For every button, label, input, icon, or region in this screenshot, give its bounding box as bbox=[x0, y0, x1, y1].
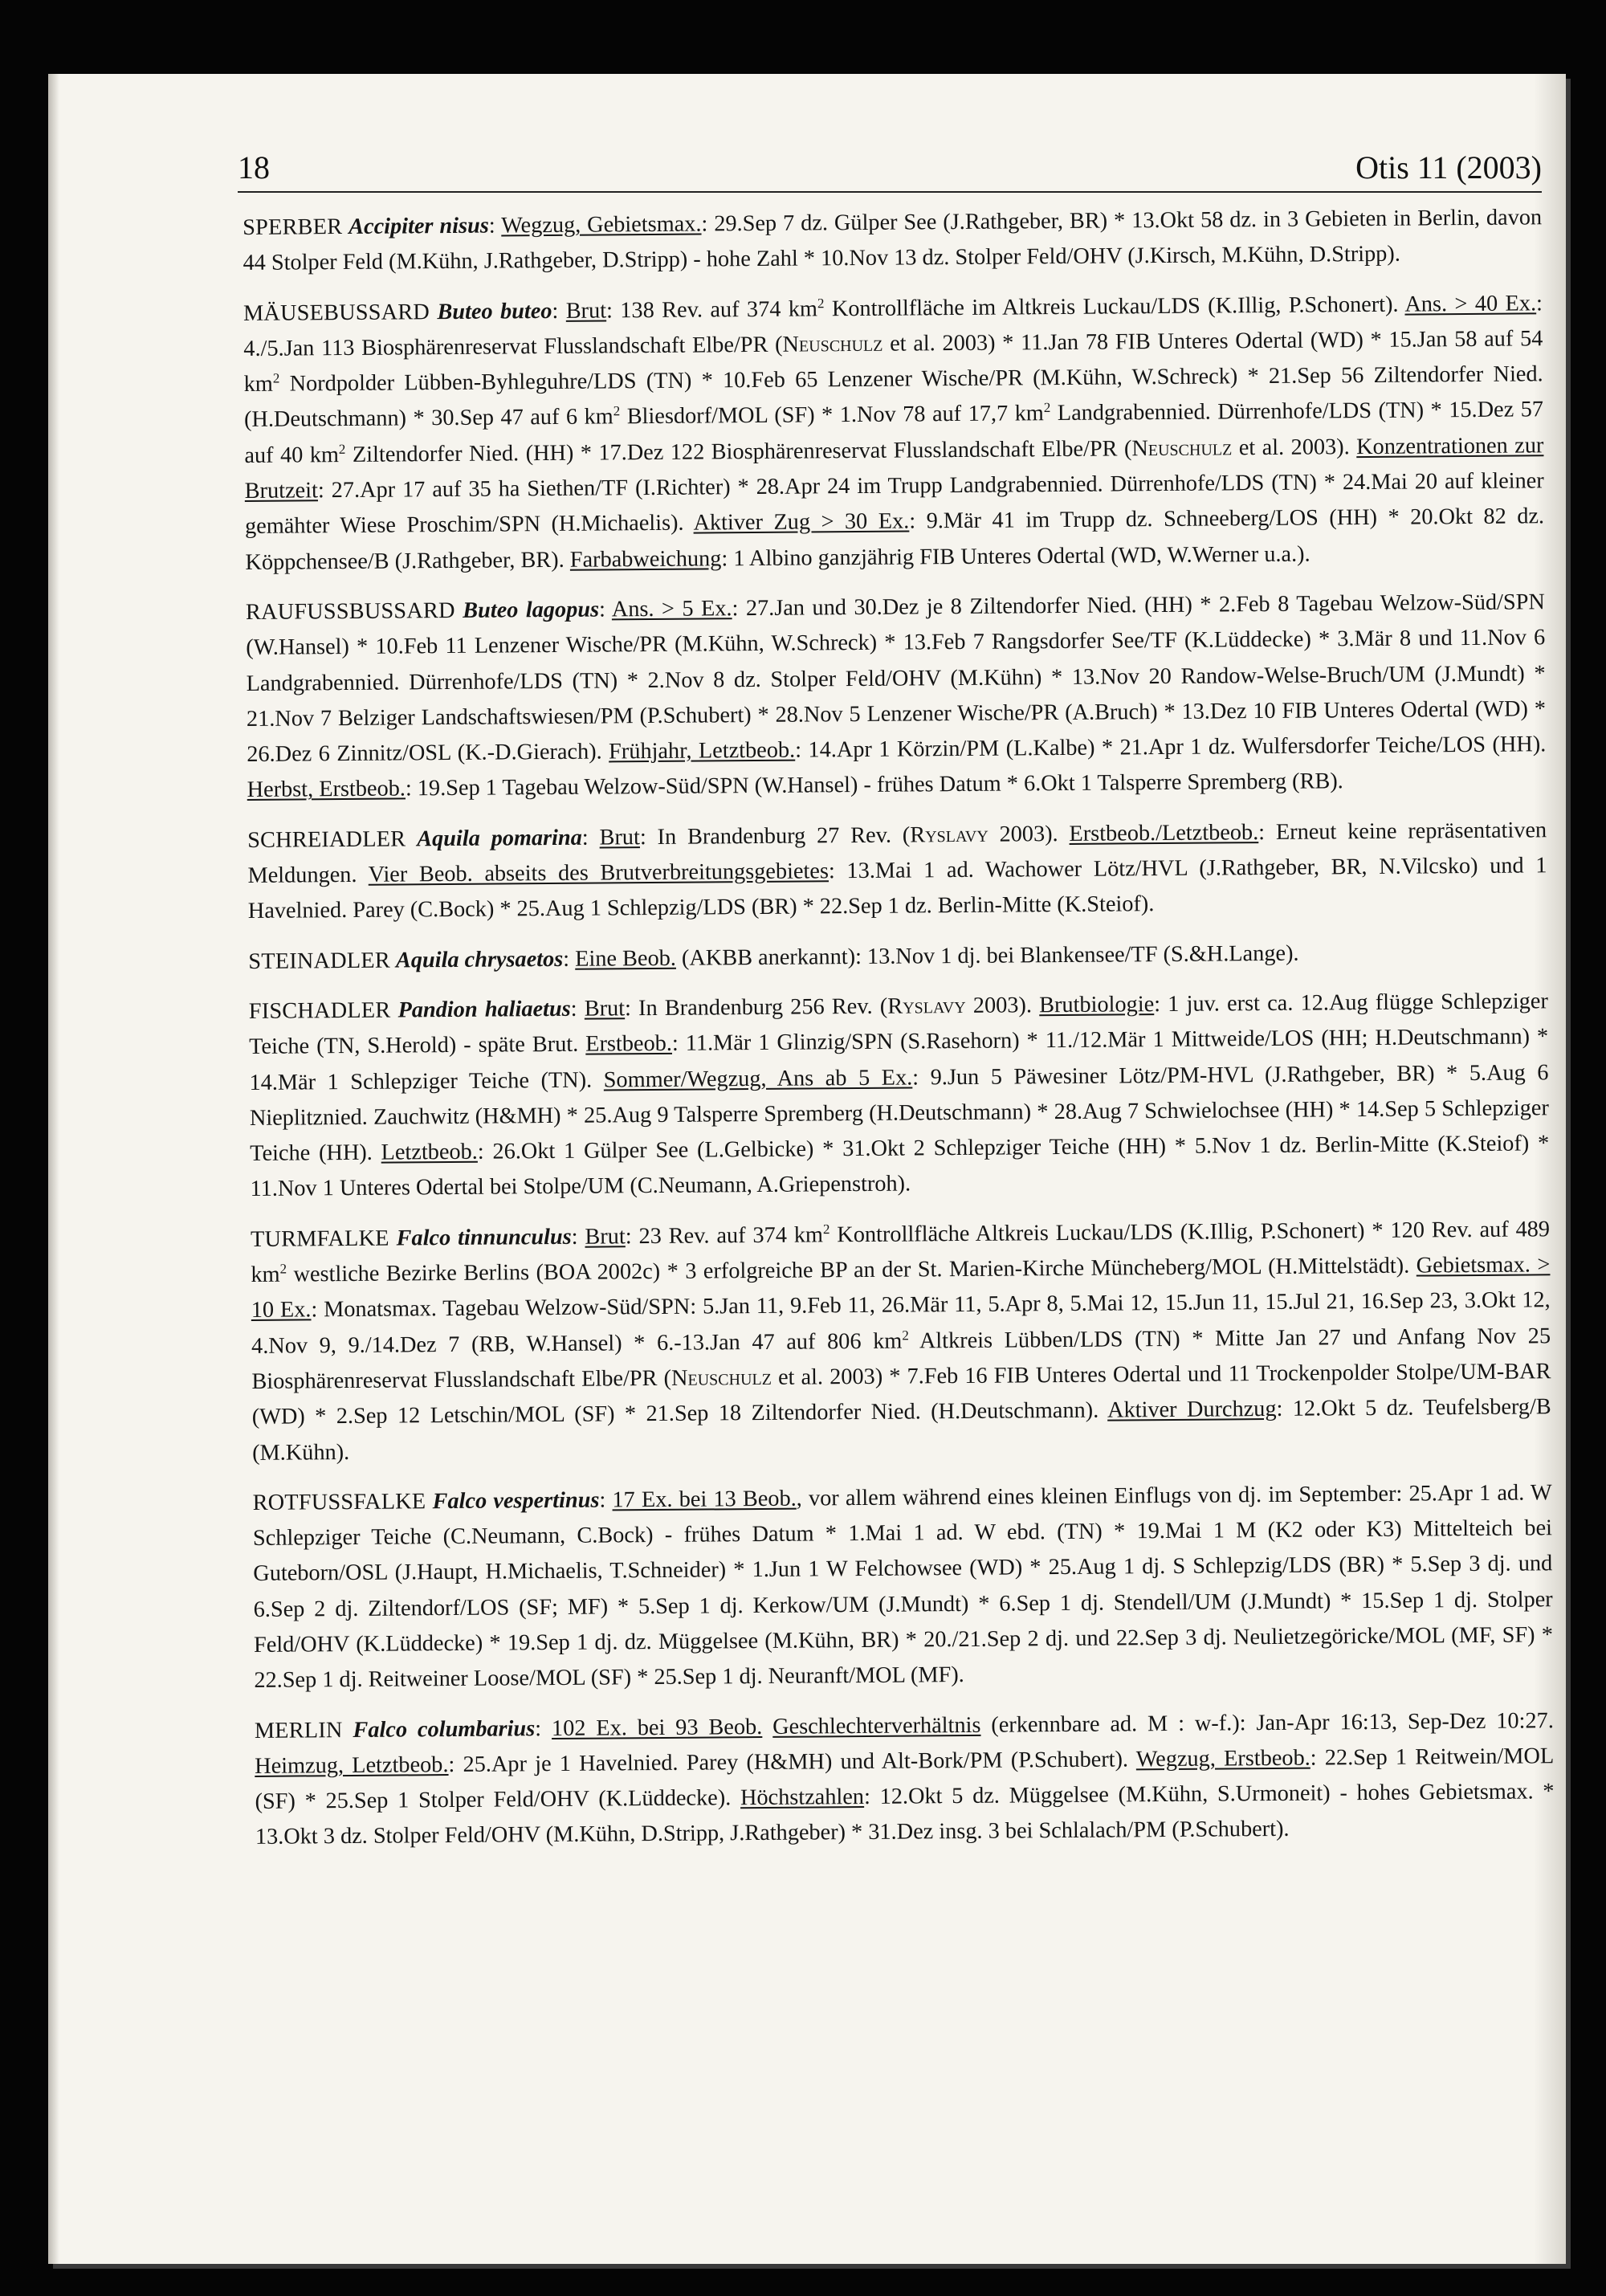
entry-text: Nordpolder Lübben-Byhleguhre/LDS (TN) * 10.Feb 65 Lenzener Wische/PR (M.Kühn, W.Schreck) * 21.Sep 56 Ziltendorfer Nied. (H.Deutschmann) * 30.Sep 47 auf 6 km bbox=[243, 361, 1543, 433]
section-label: 102 Ex. bei 93 Beob. bbox=[551, 1714, 763, 1741]
entry-text: : 14.Apr 1 Körzin/PM (L.Kalbe) * 21.Apr 1 dz. Wulfersdorfer Teiche/LOS (HH). bbox=[795, 732, 1547, 763]
section-label: Wegzug, Gebietsmax. bbox=[501, 211, 702, 239]
section-label: Letztbeob. bbox=[381, 1139, 478, 1165]
species-latin-name: Aquila chrysaetos bbox=[395, 946, 564, 973]
entry-text: Kontrollfläche im Altkreis Luckau/LDS (K.Illig, P.Schonert). bbox=[824, 292, 1405, 321]
species-entry: RAUFUSSBUSSARD Buteo lagopus: Ans. > 5 Ex.: 27.Jan und 30.Dez je 8 Ziltendorfer Nied. (HH) * 2.Feb 8 Tagebau Welzow-Süd/SPN (W.Hansel) * 10.Feb 11 Lenzener Wische/PR (M.Kühn, W.Schreck) * 13.Feb 7 Rangsdorfer See/TF (K.Lüddecke) * 3.Mär 8 und 11.Nov 6 Landgrabennied. Dürrenhofe/LDS (TN) * 2.Nov 8 dz. Stolper Feld/OHV (M.Kühn) * 13.Nov 20 Randow-Welse-Bruch/UM (J.Mundt) * 21.Nov 7 Belziger Landschaftswiesen/PM (P.Schubert) * 28.Nov 5 Lenzener Wische/PR (A.Bruch) * 13.Dez 10 FIB Unteres Odertal (WD) * 26.Dez 6 Zinnitz/OSL (K.-D.Gierach). Frühjahr, Letztbeob.: 14.Apr 1 Körzin/PM (L.Kalbe) * 21.Apr 1 dz. Wulfersdorfer Teiche/LOS (HH). Herbst, Erstbeob.: 19.Sep 1 Tagebau Welzow-Süd/SPN (W.Hansel) - frühes Datum * 6.Okt 1 Talsperre Spremberg (RB). bbox=[245, 589, 1547, 803]
section-label: Eine Beob. bbox=[575, 945, 677, 972]
page-number: 18 bbox=[238, 149, 270, 186]
entry-text: : 9.Mär 41 im Trupp dz. Schneeberg/LOS (HH) * 20.Okt 82 dz. Köppchensee/B (J.Rathgeber, BR). bbox=[245, 504, 1545, 575]
section-label: Brut bbox=[585, 1224, 626, 1250]
section-label: Herbst, Erstbeob. bbox=[247, 776, 406, 803]
species-entry: TURMFALKE Falco tinnunculus: Brut: 23 Rev. auf 374 $km^2$ Kontrollfläche Altkreis Luckau/LDS (K.Illig, P.Schonert) * 120 Rev. auf 489 $km^2$ westliche Bezirke Berlins (BOA 2002c) * 3 erfolgreiche BP an der St. Marien-Kirche Müncheberg/MOL (H.Mittelstädt). Gebietsmax. > 10 Ex.: Monatsmax. Tagebau Welzow-Süd/SPN: 5.Jan 11, 9.Feb 11, 26.Mär 11, 5.Apr 8, 5.Mai 12, 15.Jun 11, 15.Jul 21, 16.Sep 23, 3.Okt 12, 4.Nov 9, 9./14.Dez 7 (RB, W.Hansel) * 6.-13.Jan 47 auf 806 $km^2$ Altkreis Lübben/LDS (TN) * Mitte Jan 27 und Anfang Nov 25 Biosphärenreservat Flusslandschaft Elbe/PR (Neuschulz et al. 2003) * 7.Feb 16 FIB Unteres Odertal und 11 Trockenpolder Stolpe/UM-BAR (WD) * 2.Sep 12 Letschin/MOL (SF) * 21.Sep 18 Ziltendorfer Nied. (H.Deutschmann). Aktiver Durchzug: 12.Okt 5 dz. Teufelsberg/B (M.Kühn). bbox=[250, 1216, 1551, 1466]
species-entry: SPERBER Accipiter nisus: Wegzug, Gebietsmax.: 29.Sep 7 dz. Gülper See (J.Rathgeber, BR) * 13.Okt 58 dz. in 3 Gebieten in Berlin, davon 44 Stolper Feld (M.Kühn, J.Rathgeber, D.Stripp) - hohe Zahl * 10.Nov 13 dz. Stolper Feld/OHV (J.Kirsch, M.Kühn, D.Stripp). bbox=[243, 205, 1543, 276]
entry-text: : 27.Jan und 30.Dez je 8 Ziltendorfer Nied. (HH) * 2.Feb 8 Tagebau Welzow-Süd/SPN (W.Hansel) * 10.Feb 11 Lenzener Wische/PR (M.Kühn, W.Schreck) * 13.Feb 7 Rangsdorfer See/TF (K.Lüddecke) * 3.Mär 8 und 11.Nov 6 Landgrabennied. Dürrenhofe/LDS (TN) * 2.Nov 8 dz. Stolper Feld/OHV (M.Kühn) * 13.Nov 20 Randow-Welse-Bruch/UM (J.Mundt) * 21.Nov 7 Belziger Landschaftswiesen/PM (P.Schubert) * 28.Nov 5 Lenzener Wische/PR (A.Bruch) * 13.Dez 10 FIB Unteres Odertal (WD) * 26.Dez 6 Zinnitz/OSL (K.-D.Gierach). bbox=[246, 589, 1547, 768]
species-entry: SCHREIADLER Aquila pomarina: Brut: In Brandenburg 27 Rev. (Ryslavy 2003). Erstbeob./Letztbeob.: Erneut keine repräsentativen Meldungen. Vier Beob. abseits des Brutverbreitungsgebietes: 13.Mai 1 ad. Wachower Lötz/HVL (J.Rathgeber, BR, N.Vilcsko) und 1 Havelnied. Parey (C.Bock) * 25.Aug 1 Schlepzig/LDS (BR) * 22.Sep 1 dz. Berlin-Mitte (K.Steiof). bbox=[247, 818, 1547, 924]
entry-text bbox=[762, 1714, 772, 1739]
section-label: Erstbeob./Letztbeob. bbox=[1069, 819, 1259, 846]
superscript: 2 bbox=[822, 1221, 830, 1237]
entry-text: Kontrollfläche Altkreis Luckau/LDS (K.Illig, P.Schonert) * 120 Rev. auf 489 km bbox=[251, 1216, 1551, 1287]
author-citation: Neuschulz bbox=[671, 1364, 772, 1391]
author-citation: Ryslavy bbox=[887, 993, 966, 1019]
species-entry: MÄUSEBUSSARD Buteo buteo: Brut: 138 Rev. auf 374 $km^2$ Kontrollfläche im Altkreis Luckau/LDS (K.Illig, P.Schonert). Ans. > 40 Ex.: 4./5.Jan 113 Biosphärenreservat Flusslandschaft Elbe/PR (Neuschulz et al. 2003) * 11.Jan 78 FIB Unteres Odertal (WD) * 15.Jan 58 auf 54 $km^2$ Nordpolder Lübben-Byhleguhre/LDS (TN) * 10.Feb 65 Lenzener Wische/PR (M.Kühn, W.Schreck) * 21.Sep 56 Ziltendorfer Nied. (H.Deutschmann) * 30.Sep 47 auf 6 $km^2$ Bliesdorf/MOL (SF) * 1.Nov 78 auf 17,7 $km^2$ Landgrabennied. Dürrenhofe/LDS (TN) * 15.Dez 57 auf 40 $km^2$ Ziltendorfer Nied. (HH) * 17.Dez 122 Biosphärenreservat Flusslandschaft Elbe/PR (Neuschulz et al. 2003). Konzentrationen zur Brutzeit: 27.Apr 17 auf 35 ha Siethen/TF (I.Richter) * 28.Apr 24 im Trupp Landgrabennied. Dürrenhofe/LDS (TN) * 24.Mai 20 auf kleiner gemähter Wiese Proschim/SPN (H.Michaelis). Aktiver Zug > 30 Ex.: 9.Mär 41 im Trupp dz. Schneeberg/LOS (HH) * 20.Okt 82 dz. Köppchensee/B (J.Rathgeber, BR). Farbabweichung: 1 Albino ganzjährig FIB Unteres Odertal (WD, W.Werner u.a.). bbox=[243, 290, 1545, 575]
species-common-name: RAUFUSSBUSSARD bbox=[245, 597, 455, 625]
species-entry: MERLIN Falco columbarius: 102 Ex. bei 93 Beob. Geschlechterverhältnis (erkennbare ad. M : w-f.): Jan-Apr 16:13, Sep-Dez 10:27. Heimzug, Letztbeob.: 25.Apr je 1 Havelnied. Parey (H&MH) und Alt-Bork/PM (P.Schubert). Wegzug, Erstbeob.: 22.Sep 1 Reitwein/MOL (SF) * 25.Sep 1 Stolper Feld/OHV (K.Lüddecke). Höchstzahlen: 12.Okt 5 dz. Müggelsee (M.Kühn, S.Urmoneit) - hohes Gebietsmax. * 13.Okt 3 dz. Stolper Feld/OHV (M.Kühn, D.Stripp, J.Rathgeber) * 31.Dez insg. 3 bei Schlalach/PM (P.Schubert). bbox=[254, 1707, 1555, 1850]
section-label: Wegzug, Erstbeob. bbox=[1135, 1745, 1310, 1772]
page-header bbox=[238, 132, 1542, 193]
entry-text: Landgrabennied. Dürrenhofe/LDS (TN) * 15.Dez 57 auf 40 km bbox=[244, 397, 1544, 468]
entry-text: : 19.Sep 1 Tagebau Welzow-Süd/SPN (W.Hansel) - frühes Datum * 6.Okt 1 Talsperre Spremberg (RB). bbox=[405, 769, 1343, 801]
section-label: Heimzug, Letztbeob. bbox=[255, 1752, 449, 1779]
section-label: Frühjahr, Letztbeob. bbox=[608, 737, 796, 765]
species-latin-name: Falco vespertinus bbox=[432, 1487, 600, 1514]
section-label: Brut bbox=[565, 298, 607, 324]
section-label: Vier Beob. abseits des Brutverbreitungsgebietes bbox=[368, 858, 829, 887]
species-common-name: TURMFALKE bbox=[250, 1225, 389, 1252]
section-label: Brutbiologie bbox=[1039, 992, 1155, 1018]
entry-text: : 22.Sep 1 Reitwein/MOL (SF) * 25.Sep 1 Stolper Feld/OHV (K.Lüddecke). bbox=[255, 1743, 1555, 1815]
species-latin-name: Aquila pomarina bbox=[417, 825, 582, 852]
section-label: Farbabweichung bbox=[569, 546, 722, 573]
species-common-name: MERLIN bbox=[254, 1717, 343, 1743]
section-label: Ans. > 5 Ex. bbox=[611, 596, 732, 622]
species-latin-name: Buteo buteo bbox=[437, 298, 552, 324]
entry-text: : 12.Okt 5 dz. Müggelsee (M.Kühn, S.Urmoneit) - hohes Gebietsmax. * 13.Okt 3 dz. Stolper Feld/OHV (M.Kühn, D.Stripp, J.Rathgeber) * 31.Dez insg. 3 bei Schlalach/PM (P.Schubert). bbox=[255, 1779, 1555, 1850]
entry-text: : In Brandenburg 256 Rev. ( bbox=[624, 993, 888, 1022]
section-label: Aktiver Zug > 30 Ex. bbox=[693, 508, 910, 536]
entry-text: westliche Bezirke Berlins (BOA 2002c) * 3 erfolgreiche BP an der St. Marien-Kirche Müncheberg/MOL (H.Mittelstädt). bbox=[286, 1253, 1416, 1287]
section-label: Brut bbox=[599, 824, 641, 850]
species-latin-name: Pandion haliaetus bbox=[397, 996, 571, 1023]
entry-text: : 11.Mär 1 Glinzig/SPN (S.Rasehorn) * 11./12.Mär 1 Mittweide/LOS (HH; H.Deutschmann) * 14.Mär 1 Schlepziger Teiche (TN). bbox=[249, 1024, 1549, 1095]
entry-text: et al. 2003). bbox=[1232, 434, 1357, 461]
entry-text: 2003). bbox=[988, 821, 1070, 847]
section-label: Ans. > 40 Ex. bbox=[1404, 290, 1537, 317]
species-common-name: FISCHADLER bbox=[248, 997, 391, 1024]
entry-text: : 29.Sep 7 dz. Gülper See (J.Rathgeber, BR) * 13.Okt 58 dz. in 3 Gebieten in Berlin, davon 44 Stolper Feld (M.Kühn, J.Rathgeber, D.Stripp) - hohe Zahl * 10.Nov 13 dz. Stolper Feld/OHV (J.Kirsch, M.Kühn, D.Stripp). bbox=[243, 205, 1543, 276]
entry-text: : Monatsmax. Tagebau Welzow-Süd/SPN: 5.Jan 11, 9.Feb 11, 26.Mär 11, 5.Apr 8, 5.Mai 12, 15.Jun 11, 15.Jul 21, 16.Sep 23, 3.Okt 12, 4.Nov 9, 9./14.Dez 7 (RB, W.Hansel) * 6.-13.Jan 47 auf 806 km bbox=[251, 1287, 1551, 1359]
species-latin-name: Falco columbarius bbox=[353, 1715, 536, 1743]
species-entry: ROTFUSSFALKE Falco vespertinus: 17 Ex. bei 13 Beob., vor allem während eines kleinen Einflugs von dj. im September: 25.Apr 1 ad. W Schlepziger Teiche (C.Neumann, C.Bock) - frühes Datum * 1.Mai 1 ad. W ebd. (TN) * 19.Mai 1 M (K2 oder K3) Mittelteich bei Guteborn/OSL (J.Haupt, H.Michaelis, T.Schneider) * 1.Jun 1 W Felchowsee (WD) * 25.Aug 1 dj. S Schlepzig/LDS (BR) * 5.Sep 3 dj. und 6.Sep 2 dj. Ziltendorf/LOS (SF; MF) * 5.Sep 1 dj. Kerkow/UM (J.Mundt) * 6.Sep 1 dj. Stendell/UM (J.Mundt) * 15.Sep 1 dj. Stolper Feld/OHV (K.Lüddecke) * 19.Sep 1 dj. dz. Müggelsee (M.Kühn, BR) * 20./21.Sep 2 dj. und 22.Sep 3 dj. Neulietzegöricke/MOL (MF, SF) * 22.Sep 1 dj. Reitweiner Loose/MOL (SF) * 25.Sep 1 dj. Neuranft/MOL (MF). bbox=[252, 1480, 1554, 1694]
entry-text: 2003). bbox=[965, 993, 1040, 1018]
entry-text: (erkennbare ad. M : w-f.): Jan-Apr 16:13, Sep-Dez 10:27. bbox=[980, 1707, 1554, 1738]
scanned-page bbox=[48, 74, 1566, 2264]
section-label: Höchstzahlen bbox=[740, 1784, 865, 1811]
entry-text: : 138 Rev. auf 374 km bbox=[605, 296, 818, 324]
superscript: 2 bbox=[279, 1261, 287, 1277]
section-label: Gebietsmax. > 10 Ex. bbox=[251, 1252, 1551, 1323]
author-citation: Ryslavy bbox=[910, 822, 988, 848]
species-common-name: SCHREIADLER bbox=[247, 826, 406, 853]
entry-text: : 4./5.Jan 113 Biosphärenreservat Flusslandschaft Elbe/PR ( bbox=[243, 290, 1543, 361]
section-label: Aktiver Durchzug bbox=[1107, 1397, 1277, 1423]
section-label: Erstbeob. bbox=[585, 1031, 673, 1057]
entry-text: : 26.Okt 1 Gülper See (L.Gelbicke) * 31.Okt 2 Schlepziger Teiche (HH) * 5.Nov 1 dz. Berlin-Mitte (K.Steiof) * 11.Nov 1 Unteres Odertal bei Stolpe/UM (C.Neumann, A.Griepenstroh). bbox=[250, 1131, 1550, 1202]
entry-text: , vor allem während eines kleinen Einflugs von dj. im September: 25.Apr 1 ad. W Schlepziger Teiche (C.Neumann, C.Bock) - frühes Datum * 1.Mai 1 ad. W ebd. (TN) * 19.Mai 1 M (K2 oder K3) Mittelteich bei Guteborn/OSL (J.Haupt, H.Michaelis, T.Schneider) * 1.Jun 1 W Felchowsee (WD) * 25.Aug 1 dj. S Schlepzig/LDS (BR) * 5.Sep 3 dj. und 6.Sep 2 dj. Ziltendorf/LOS (SF; MF) * 5.Sep 1 dj. Kerkow/UM (J.Mundt) * 6.Sep 1 dj. Stendell/UM (J.Mundt) * 15.Sep 1 dj. Stolper Feld/OHV (K.Lüddecke) * 19.Sep 1 dj. dz. Müggelsee (M.Kühn, BR) * 20./21.Sep 2 dj. und 22.Sep 3 dj. Neulietzegöricke/MOL (MF, SF) * 22.Sep 1 dj. Reitweiner Loose/MOL (SF) * 25.Sep 1 dj. Neuranft/MOL (MF). bbox=[252, 1480, 1554, 1694]
entry-text: : Erneut keine repräsentativen Meldungen. bbox=[247, 818, 1547, 889]
superscript: 2 bbox=[272, 370, 280, 386]
section-label: Geschlechterverhältnis bbox=[772, 1712, 981, 1739]
entry-text: : 1 Albino ganzjährig FIB Unteres Odertal (WD, W.Werner u.a.). bbox=[721, 541, 1310, 572]
entry-text: : 23 Rev. auf 374 km bbox=[625, 1222, 824, 1250]
entry-text: : In Brandenburg 27 Rev. ( bbox=[639, 822, 911, 850]
entry-text: : 13.Mai 1 ad. Wachower Lötz/HVL (J.Rathgeber, BR, N.Vilcsko) und 1 Havelnied. Parey (C.Bock) * 25.Aug 1 Schlepzig/LDS (BR) * 22.Sep 1 dz. Berlin-Mitte (K.Steiof). bbox=[247, 853, 1547, 924]
entry-text: : 27.Apr 17 auf 35 ha Siethen/TF (I.Richter) * 28.Apr 24 im Trupp Landgrabennied. Dürrenhofe/LDS (TN) * 24.Mai 20 auf kleiner gemähter Wiese Proschim/SPN (H.Michaelis). bbox=[244, 468, 1544, 540]
section-label: Brut bbox=[584, 996, 626, 1022]
entry-text: (AKBB anerkannt): 13.Nov 1 dj. bei Blankensee/TF (S.&H.Lange). bbox=[675, 940, 1299, 971]
superscript: 2 bbox=[613, 403, 621, 419]
species-latin-name: Accipiter nisus bbox=[349, 213, 489, 239]
entry-text: Altkreis Lübben/LDS (TN) * Mitte Jan 27 und Anfang Nov 25 Biosphärenreservat Flusslandschaft Elbe/PR ( bbox=[251, 1323, 1551, 1394]
entry-text: et al. 2003) * 11.Jan 78 FIB Unteres Odertal (WD) * 15.Jan 58 auf 54 km bbox=[243, 326, 1543, 398]
entry-text: : 12.Okt 5 dz. Teufelsberg/B (M.Kühn). bbox=[252, 1394, 1551, 1466]
species-common-name: MÄUSEBUSSARD bbox=[243, 299, 430, 326]
author-citation: Neuschulz bbox=[782, 331, 883, 357]
section-label: Sommer/Wegzug, Ans ab 5 Ex. bbox=[603, 1065, 913, 1093]
superscript: 2 bbox=[338, 441, 346, 457]
entry-text: et al. 2003) * 7.Feb 16 FIB Unteres Odertal und 11 Trockenpolder Stolpe/UM-BAR (WD) * 2.Sep 12 Letschin/MOL (SF) * 21.Sep 18 Ziltendorfer Nied. (H.Deutschmann). bbox=[251, 1359, 1551, 1430]
journal-citation: Otis 11 (2003) bbox=[1355, 149, 1542, 186]
entry-text: : 1 juv. erst ca. 12.Aug flügge Schlepziger Teiche (TN, S.Herold) - späte Brut. bbox=[249, 989, 1548, 1060]
species-common-name: ROTFUSSFALKE bbox=[252, 1489, 426, 1515]
entry-text: Bliesdorf/MOL (SF) * 1.Nov 78 auf 17,7 km bbox=[620, 401, 1044, 430]
superscript: 2 bbox=[902, 1327, 909, 1344]
species-common-name: STEINADLER bbox=[248, 948, 390, 974]
species-entry: FISCHADLER Pandion haliaetus: Brut: In Brandenburg 256 Rev. (Ryslavy 2003). Brutbiologie: 1 juv. erst ca. 12.Aug flügge Schlepziger Teiche (TN, S.Herold) - späte Brut. Erstbeob.: 11.Mär 1 Glinzig/SPN (S.Rasehorn) * 11./12.Mär 1 Mittweide/LOS (HH; H.Deutschmann) * 14.Mär 1 Schlepziger Teiche (TN). Sommer/Wegzug, Ans ab 5 Ex.: 9.Jun 5 Päwesiner Lötz/PM-HVL (J.Rathgeber, BR) * 5.Aug 6 Nieplitznied. Zauchwitz (H&MH) * 25.Aug 9 Talsperre Spremberg (H.Deutschmann) * 28.Aug 7 Schwielochsee (HH) * 14.Sep 5 Schlepziger Teiche (HH). Letztbeob.: 26.Okt 1 Gülper See (L.Gelbicke) * 31.Okt 2 Schlepziger Teiche (HH) * 5.Nov 1 dz. Berlin-Mitte (K.Steiof) * 11.Nov 1 Unteres Odertal bei Stolpe/UM (C.Neumann, A.Griepenstroh). bbox=[248, 989, 1550, 1202]
species-latin-name: Buteo lagopus bbox=[463, 597, 600, 623]
species-common-name: SPERBER bbox=[243, 214, 343, 240]
author-citation: Neuschulz bbox=[1131, 435, 1233, 462]
species-latin-name: Falco tinnunculus bbox=[396, 1224, 572, 1251]
section-label: 17 Ex. bei 13 Beob. bbox=[612, 1486, 797, 1513]
section-label: Konzentrationen zur Brutzeit bbox=[244, 433, 1544, 504]
species-list bbox=[243, 200, 1555, 1870]
superscript: 2 bbox=[817, 295, 825, 311]
superscript: 2 bbox=[1043, 400, 1051, 416]
entry-text: : 25.Apr je 1 Havelnied. Parey (H&MH) und Alt-Bork/PM (P.Schubert). bbox=[448, 1747, 1136, 1777]
entry-text: Ziltendorfer Nied. (HH) * 17.Dez 122 Biosphärenreservat Flusslandschaft Elbe/PR ( bbox=[345, 436, 1132, 467]
entry-text: : 9.Jun 5 Päwesiner Lötz/PM-HVL (J.Rathgeber, BR) * 5.Aug 6 Nieplitznied. Zauchwitz (H&MH) * 25.Aug 9 Talsperre Spremberg (H.Deutschmann) * 28.Aug 7 Schwielochsee (HH) * 14.Sep 5 Schlepziger Teiche (HH). bbox=[249, 1059, 1549, 1167]
species-entry: STEINADLER Aquila chrysaetos: Eine Beob. (AKBB anerkannt): 13.Nov 1 dj. bei Blankensee/TF (S.&H.Lange). bbox=[248, 940, 1299, 974]
